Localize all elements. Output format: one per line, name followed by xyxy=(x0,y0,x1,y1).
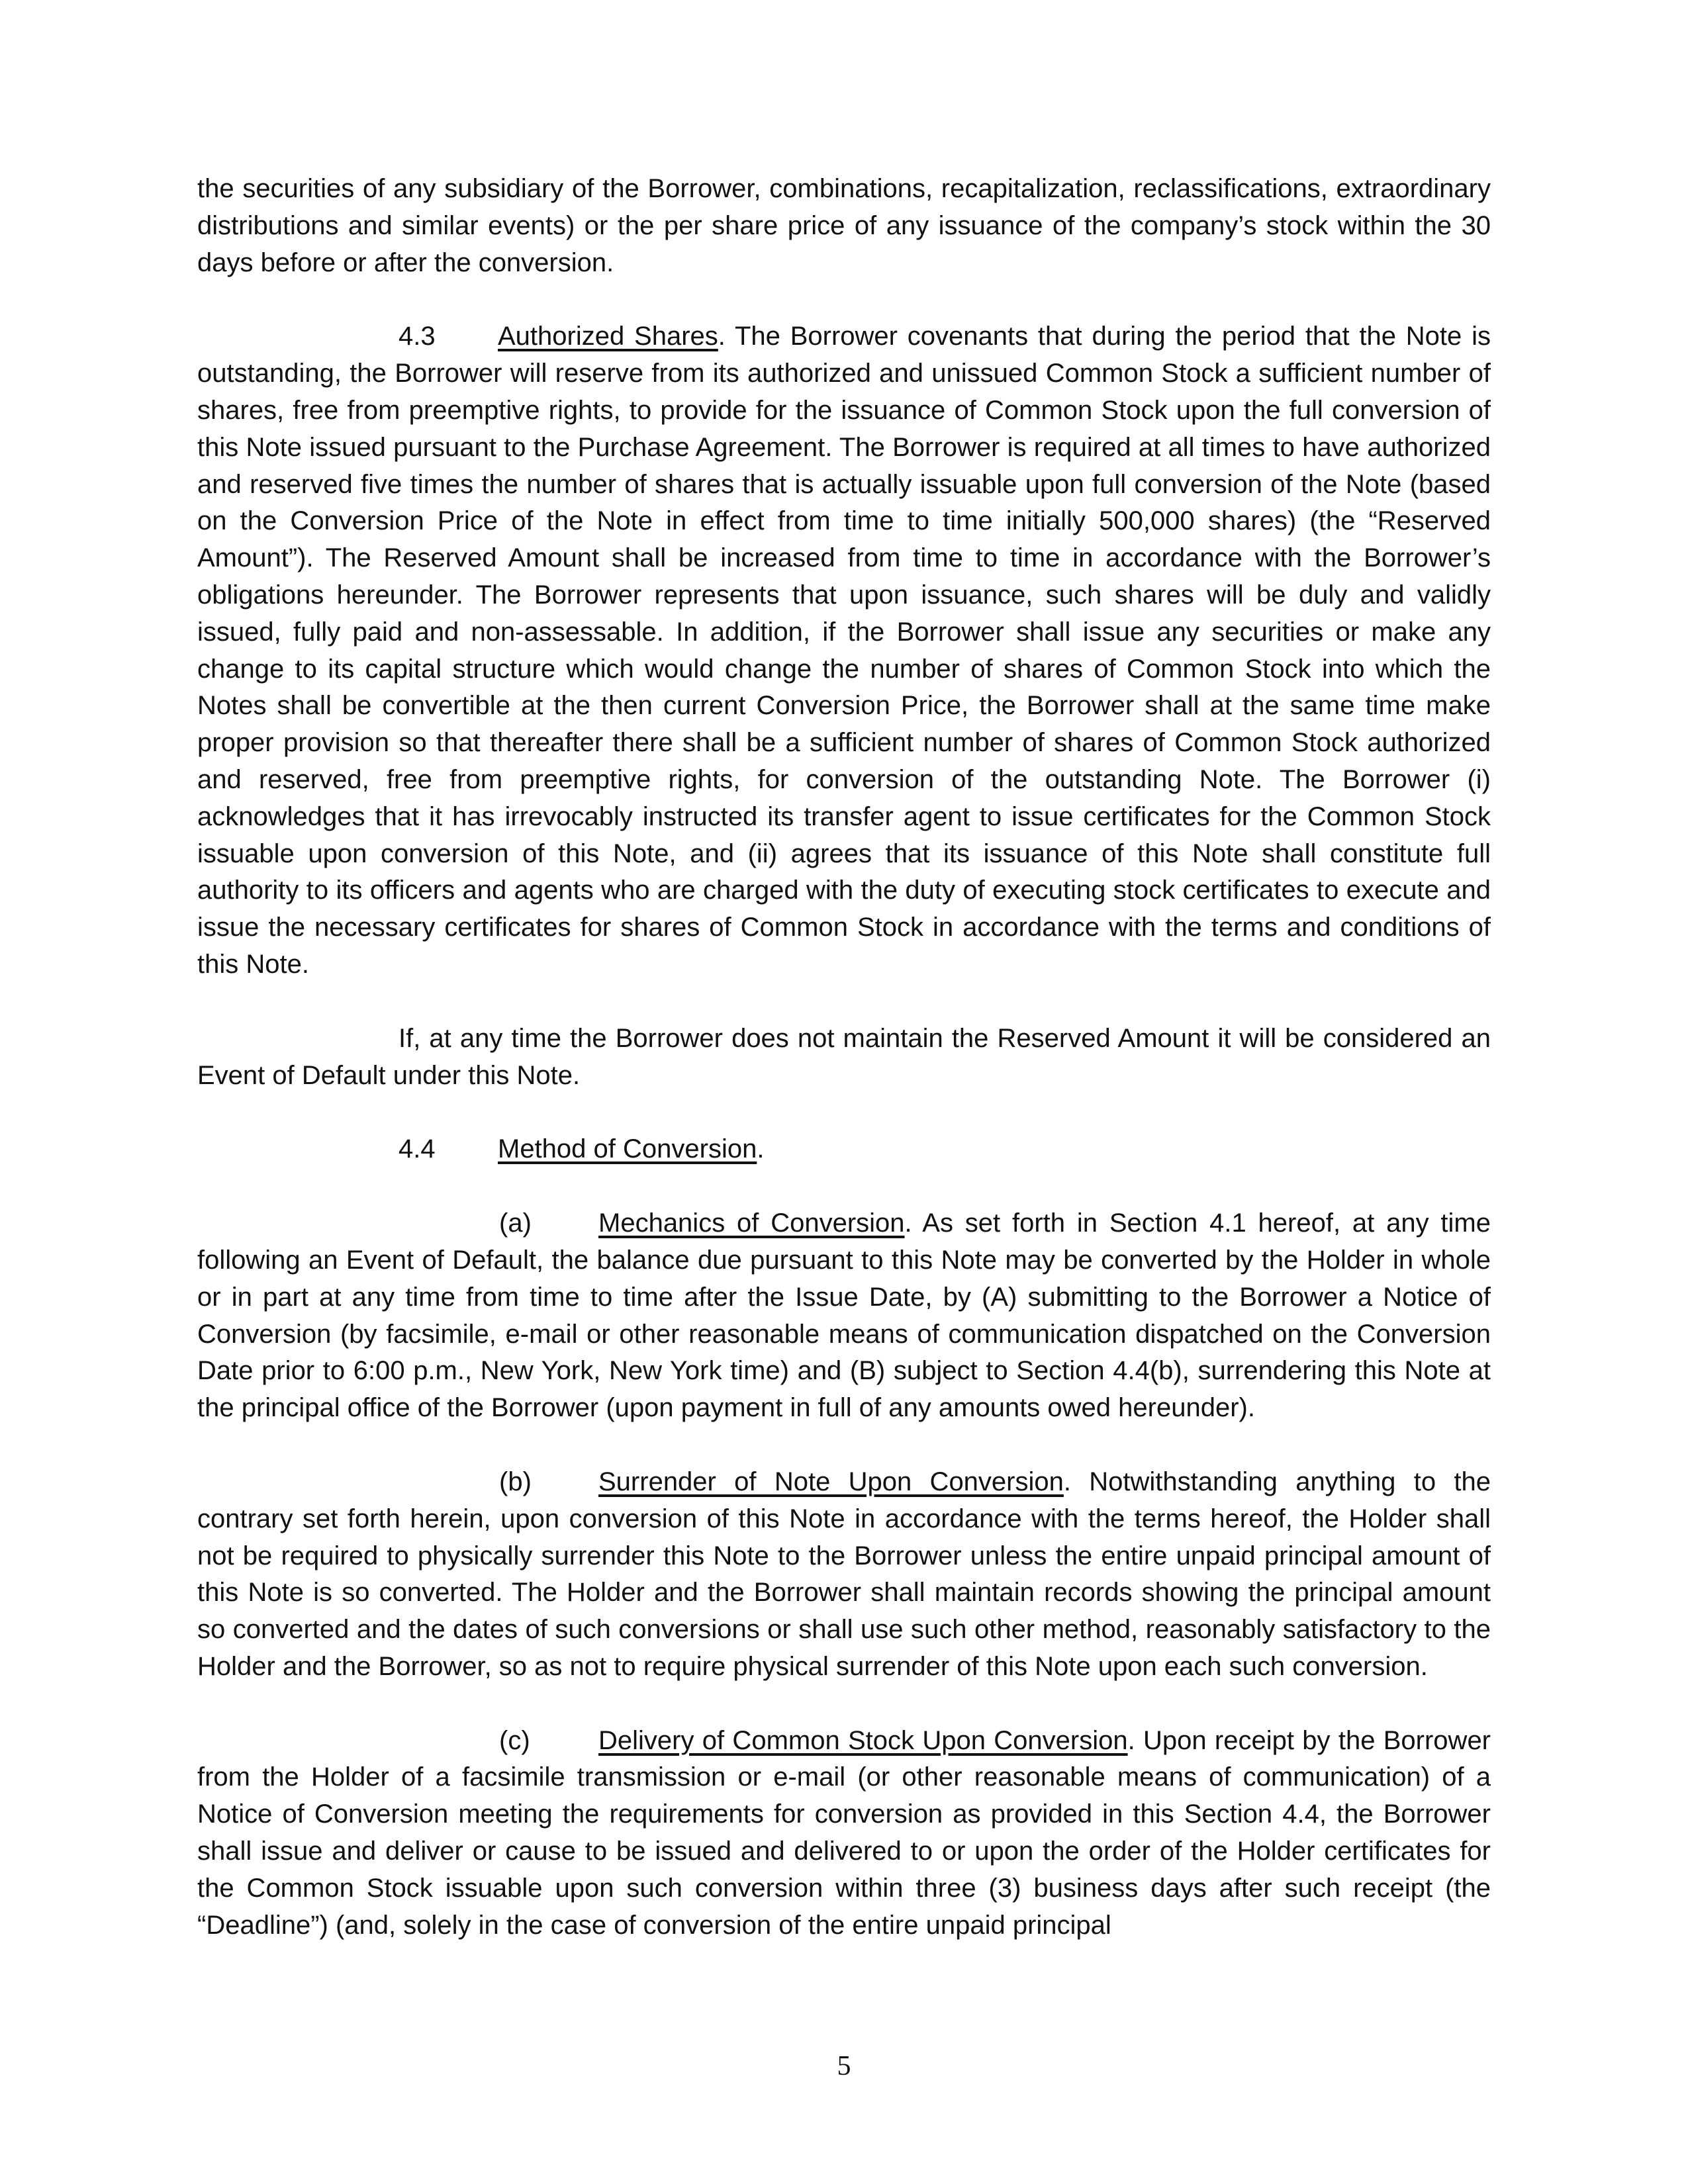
subsection-heading-delivery: Delivery of Common Stock Upon Conversion xyxy=(598,1725,1128,1755)
subsection-a xyxy=(197,1205,1491,1427)
subsection-label: (a) xyxy=(499,1208,532,1238)
paragraph-continuation: the securities of any subsidiary of the Borrower, combinations, recapitalization, reclassifications, extraordinary distributions and similar events) or the per share price of any issuance of the company’s stock within the 30 days before or after the conversion. xyxy=(197,174,1491,277)
subsection-heading-mechanics: Mechanics of Conversion xyxy=(598,1208,905,1238)
subsection-body: . Upon receipt by the Borrower from the Holder of a facsimile transmission or e-mail (or other reasonable means of communication) of a Notice of Conversion meeting the requirements for conversion as provided in this Section 4.4, the Borrower shall issue and deliver or cause to be issued and delivered to or upon the order of the Holder certificates for the Common Stock issuable upon such conversion within three (3) business days after such receipt (the “Deadline”) (and, solely in the case of conversion of the entire unpaid principal xyxy=(197,1725,1491,1940)
subsection-label: (c) xyxy=(499,1725,530,1755)
subsection-label: (b) xyxy=(499,1467,532,1496)
subsection-body: . Notwithstanding anything to the contrary set forth herein, upon conversion of this Note in accordance with the terms hereof, the Holder shall not be required to physically surrender this Note to the Borrower unless the entire unpaid principal amount of this Note is so converted. The Holder and the Borrower shall maintain records showing the principal amount so converted and the dates of such conversions or shall use such other method, reasonably satisfactory to the Holder and the Borrower, so as not to require physical surrender of this Note upon each such conversion. xyxy=(197,1467,1491,1681)
document-page xyxy=(197,171,1491,1944)
subsection-c xyxy=(197,1723,1491,1944)
subsection-body: . As set forth in Section 4.1 hereof, at any time following an Event of Default, the balance due pursuant to this Note may be converted by the Holder in whole or in part at any time from time to time after the Issue Date, by (A) submitting to the Borrower a Notice of Conversion (by facsimile, e-mail or other reasonable means of communication dispatched on the Conversion Date prior to 6:00 p.m., New York, New York time) and (B) subject to Section 4.4(b), surrendering this Note at the principal office of the Borrower (upon payment in full of any amounts owed hereunder). xyxy=(197,1208,1491,1423)
section-4-4 xyxy=(197,1131,1491,1168)
section-body: . xyxy=(757,1134,765,1164)
section-number: 4.4 xyxy=(399,1134,436,1164)
subsection-heading-surrender: Surrender of Note Upon Conversion xyxy=(598,1467,1064,1496)
section-4-3 xyxy=(197,318,1491,983)
section-number: 4.3 xyxy=(399,322,436,351)
subsection-b xyxy=(197,1464,1491,1686)
paragraph-reserved-amount-default: If, at any time the Borrower does not maintain the Reserved Amount it will be considered an Event of Default under this Note. xyxy=(197,1023,1491,1090)
page-number: 5 xyxy=(837,2051,851,2081)
section-heading-authorized-shares: Authorized Shares xyxy=(498,322,718,351)
section-heading-method-of-conversion: Method of Conversion xyxy=(498,1134,757,1164)
section-body: . The Borrower covenants that during the period that the Note is outstanding, the Borrower will reserve from its authorized and unissued Common Stock a sufficient number of shares, free from preemptive rights, to provide for the issuance of Common Stock upon the full conversion of this Note issued pursuant to the Purchase Agreement. The Borrower is required at all times to have authorized and reserved five times the number of shares that is actually issuable upon full conversion of the Note (based on the Conversion Price of the Note in effect from time to time initially 500,000 shares) (the “Reserved Amount”). The Reserved Amount shall be increased from time to time in accordance with the Borrower’s obligations hereunder. The Borrower represents that upon issuance, such shares will be duly and validly issued, fully paid and non-assessable. In addition, if the Borrower shall issue any securities or make any change to its capital structure which would change the number of shares of Common Stock into which the Notes shall be convertible at the then current Conversion Price, the Borrower shall at the same time make proper provision so that thereafter there shall be a sufficient number of shares of Common Stock authorized and reserved, free from preemptive rights, for conversion of the outstanding Note. The Borrower (i) acknowledges that it has irrevocably instructed its transfer agent to issue certificates for the Common Stock issuable upon conversion of this Note, and (ii) agrees that its issuance of this Note shall constitute full authority to its officers and agents who are charged with the duty of executing stock certificates to execute and issue the necessary certificates for shares of Common Stock in accordance with the terms and conditions of this Note. xyxy=(197,322,1491,979)
